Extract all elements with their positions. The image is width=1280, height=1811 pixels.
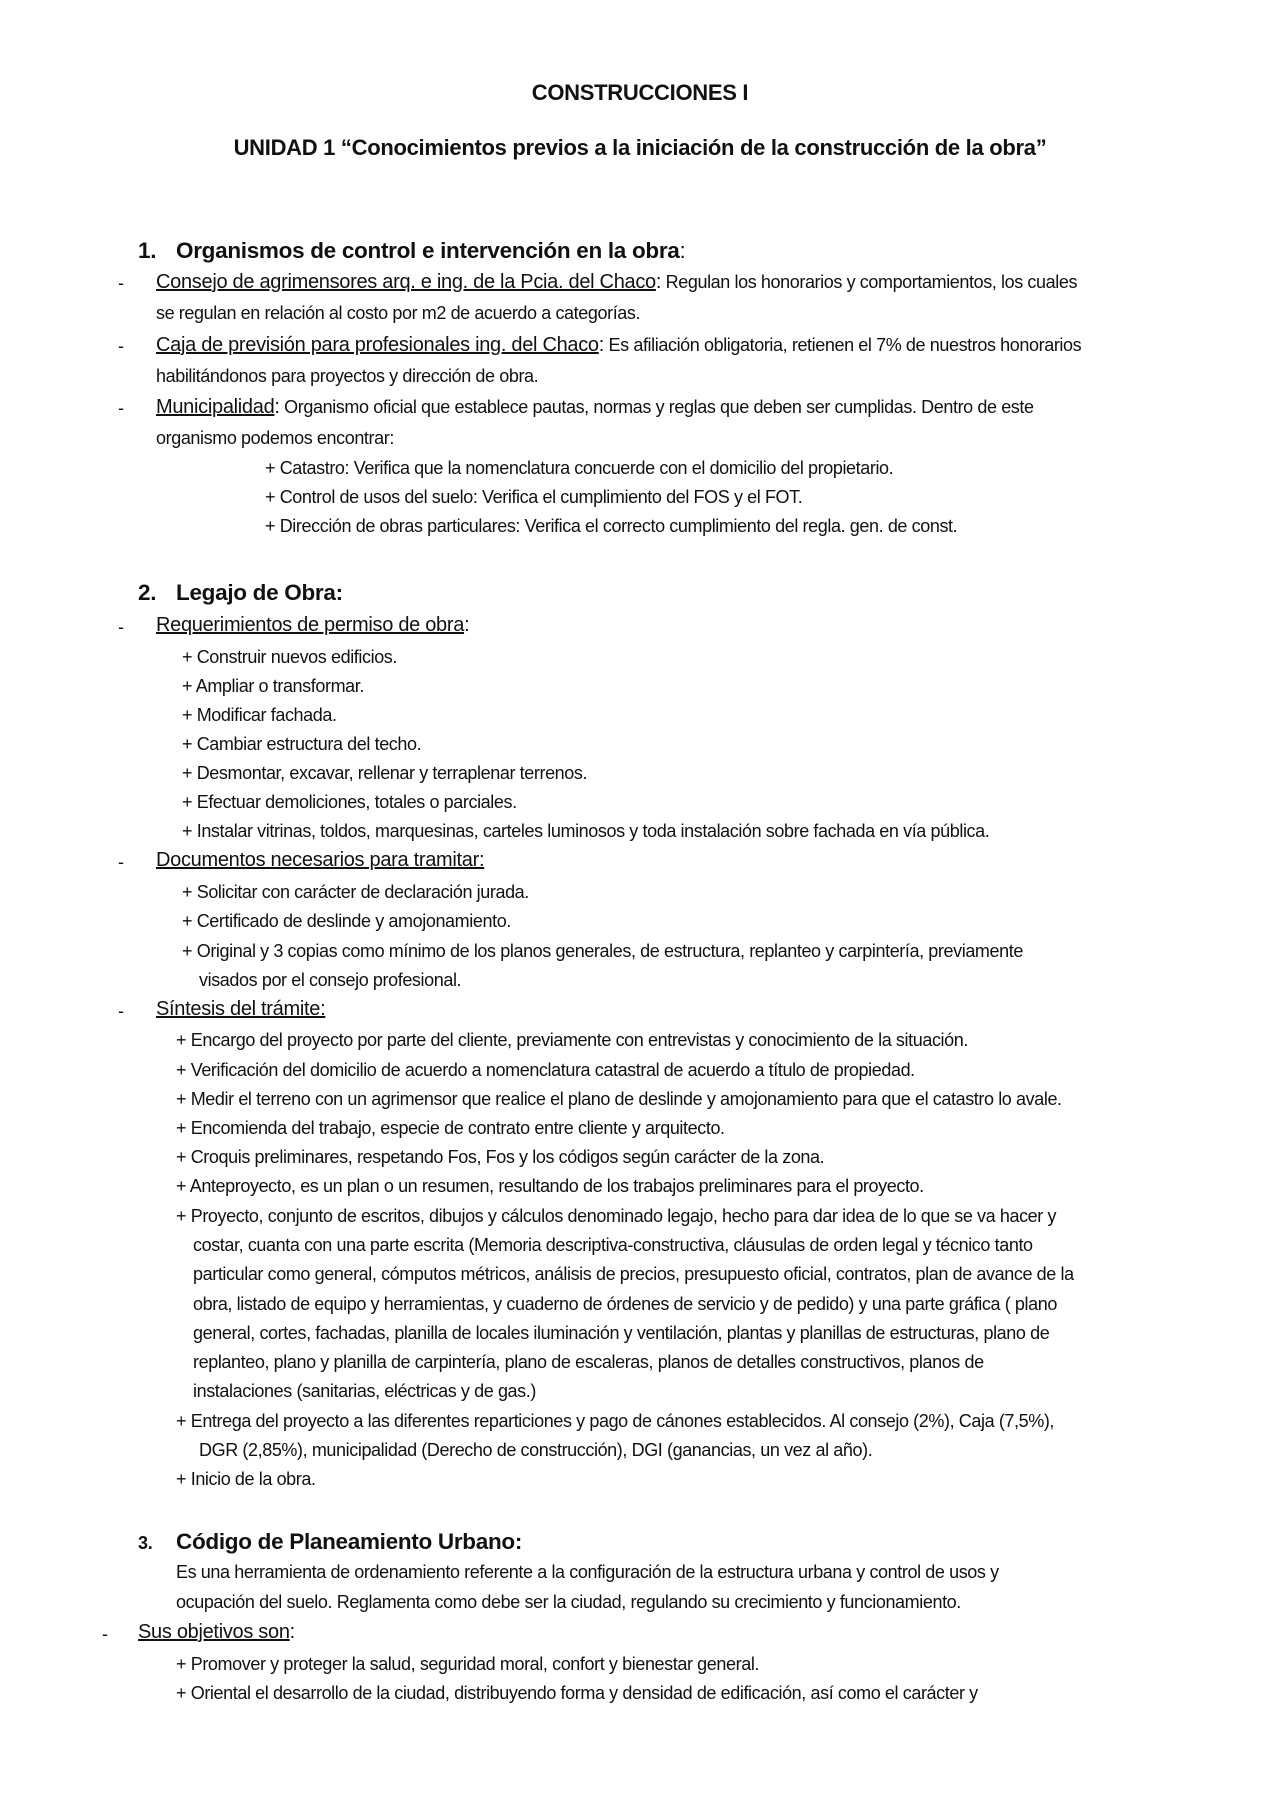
- bullet-dash: -: [118, 852, 124, 872]
- sintesis-item-continuation: particular como general, cómputos métricos, análisis de precios, presupuesto oficial, contratos, plan de avance de la: [193, 1264, 1074, 1284]
- section-3-paragraph-line: ocupación del suelo. Reglamenta como debe ser la ciudad, regulando su crecimiento y funcionamiento.: [176, 1592, 961, 1612]
- unit-title: UNIDAD 1 “Conocimientos previos a la iniciación de la construcción de la obra”: [233, 135, 1047, 160]
- bullet-dash: -: [118, 336, 124, 356]
- section-2-title: Legajo de Obra:: [176, 580, 343, 605]
- bullet-dash: -: [102, 1624, 108, 1644]
- section-1-colon: :: [679, 238, 686, 263]
- sintesis-item: + Encomienda del trabajo, especie de contrato entre cliente y arquitecto.: [176, 1118, 725, 1138]
- bullet-dash: -: [118, 617, 124, 637]
- sintesis-item: + Anteproyecto, es un plan o un resumen, resultando de los trabajos preliminares para el proyecto.: [176, 1176, 924, 1196]
- requerimiento-item: + Instalar vitrinas, toldos, marquesinas, carteles luminosos y toda instalación sobre fachada en vía pública.: [182, 821, 990, 841]
- caja-heading: Caja de previsión para profesionales ing. del Chaco: [156, 334, 599, 356]
- sintesis-heading-line: [156, 998, 325, 1021]
- consejo-sep: :: [655, 271, 662, 293]
- objetivos-heading-line: [138, 1621, 295, 1644]
- sintesis-item: + Encargo del proyecto por parte del cliente, previamente con entrevistas y conocimiento de la situación.: [176, 1030, 968, 1050]
- objetivo-item: + Promover y proteger la salud, seguridad moral, confort y bienestar general.: [176, 1654, 760, 1674]
- documento-item-continuation: visados por el consejo profesional.: [199, 970, 462, 990]
- objetivos-colon: :: [289, 1621, 295, 1643]
- bullet-dash: -: [118, 1001, 124, 1021]
- municipalidad-text-1: Organismo oficial que establece pautas, normas y reglas que deben ser cumplidas. Dentro de este: [279, 397, 1034, 417]
- bullet-dash: -: [118, 273, 124, 293]
- sintesis-item: + Inicio de la obra.: [176, 1469, 316, 1489]
- consejo-heading: Consejo de agrimensores arq. e ing. de la Pcia. del Chaco: [156, 271, 656, 293]
- bullet-dash: -: [118, 398, 124, 418]
- requerimientos-heading: Requerimientos de permiso de obra: [156, 614, 465, 636]
- documento-item: + Original y 3 copias como mínimo de los planos generales, de estructura, replanteo y carpintería, previamente: [182, 941, 1023, 961]
- caja-sep: :: [598, 334, 604, 356]
- requerimiento-item: + Efectuar demoliciones, totales o parciales.: [182, 792, 517, 812]
- sintesis-item-continuation: general, cortes, fachadas, planilla de locales iluminación y ventilación, plantas y planillas de estructuras, plano de: [193, 1323, 1050, 1343]
- requerimiento-item: + Modificar fachada.: [182, 705, 337, 725]
- municipalidad-sub-item: + Catastro: Verifica que la nomenclatura concuerde con el domicilio del propietario.: [265, 458, 894, 478]
- requerimiento-item: + Desmontar, excavar, rellenar y terraplenar terrenos.: [182, 763, 588, 783]
- objetivo-item: + Oriental el desarrollo de la ciudad, distribuyendo forma y densidad de edificación, así como el carácter y: [176, 1683, 978, 1703]
- municipalidad-text-2: organismo podemos encontrar:: [156, 428, 394, 448]
- requerimiento-item: + Ampliar o transformar.: [182, 676, 364, 696]
- caja-text-1: Es afiliación obligatoria, retienen el 7% de nuestros honorarios: [603, 335, 1082, 355]
- section-1-title: Organismos de control e intervención en la obra: [176, 238, 680, 263]
- section-1-heading: [138, 238, 685, 264]
- consejo-text-2: se regulan en relación al costo por m2 de acuerdo a categorías.: [156, 303, 641, 323]
- sintesis-heading: Síntesis del trámite:: [156, 998, 326, 1020]
- municipalidad-sub-item: + Dirección de obras particulares: Verifica el correcto cumplimiento del regla. gen. de const.: [265, 516, 958, 536]
- documento-item: + Certificado de deslinde y amojonamiento.: [182, 911, 511, 931]
- caja-text-2: habilitándonos para proyectos y dirección de obra.: [156, 366, 539, 386]
- document-title: CONSTRUCCIONES I: [531, 80, 749, 105]
- section-2-heading: [138, 580, 343, 606]
- sintesis-item-continuation: instalaciones (sanitarias, eléctricas y de gas.): [193, 1381, 536, 1401]
- consejo-item: [156, 271, 1077, 294]
- sintesis-item: + Entrega del proyecto a las diferentes reparticiones y pago de cánones establecidos. Al consejo (2%), Caja (7,5%),: [176, 1411, 1055, 1431]
- caja-item: [156, 334, 1081, 357]
- section-3-number: 3.: [138, 1533, 153, 1553]
- requerimiento-item: + Construir nuevos edificios.: [182, 647, 398, 667]
- municipalidad-sub-item: + Control de usos del suelo: Verifica el cumplimiento del FOS y el FOT.: [265, 487, 803, 507]
- documentos-heading: Documentos necesarios para tramitar:: [156, 849, 485, 871]
- requerimientos-heading-line: [156, 614, 469, 637]
- municipalidad-heading: Municipalidad: [156, 396, 275, 418]
- section-3-heading: [138, 1529, 522, 1555]
- section-2-number: 2.: [138, 580, 157, 605]
- sintesis-item-continuation: costar, cuanta con una parte escrita (Memoria descriptiva-constructiva, cláusulas de orden legal y técnico tanto: [193, 1235, 1033, 1255]
- documento-item: + Solicitar con carácter de declaración jurada.: [182, 882, 529, 902]
- requerimientos-colon: :: [464, 614, 470, 636]
- sintesis-item-continuation: replanteo, plano y planilla de carpintería, plano de escaleras, planos de detalles constructivos, planos de: [193, 1352, 984, 1372]
- section-3-title: Código de Planeamiento Urbano:: [176, 1529, 523, 1554]
- section-1-number: 1.: [138, 238, 157, 263]
- municipalidad-sep: :: [274, 396, 280, 418]
- objetivos-heading: Sus objetivos son: [138, 1621, 290, 1643]
- sintesis-item: + Verificación del domicilio de acuerdo a nomenclatura catastral de acuerdo a título de propiedad.: [176, 1060, 915, 1080]
- sintesis-item: + Medir el terreno con un agrimensor que realice el plano de deslinde y amojonamiento para que el catastro lo avale.: [176, 1089, 1062, 1109]
- consejo-text-1: Regulan los honorarios y comportamientos, los cuales: [661, 272, 1078, 292]
- sintesis-item-continuation: obra, listado de equipo y herramientas, y cuaderno de órdenes de servicio y de pedido) y una parte gráfica ( plano: [193, 1294, 1057, 1314]
- sintesis-item-continuation: DGR (2,85%), municipalidad (Derecho de construcción), DGI (ganancias, un vez al año).: [199, 1440, 873, 1460]
- sintesis-item: + Croquis preliminares, respetando Fos, Fos y los códigos según carácter de la zona.: [176, 1147, 825, 1167]
- documentos-heading-line: [156, 849, 484, 872]
- municipalidad-item: [156, 396, 1034, 419]
- sintesis-item: + Proyecto, conjunto de escritos, dibujos y cálculos denominado legajo, hecho para dar idea de lo que se va hacer y: [176, 1206, 1057, 1226]
- requerimiento-item: + Cambiar estructura del techo.: [182, 734, 422, 754]
- section-3-paragraph-line: Es una herramienta de ordenamiento referente a la configuración de la estructura urbana y control de usos y: [176, 1562, 999, 1582]
